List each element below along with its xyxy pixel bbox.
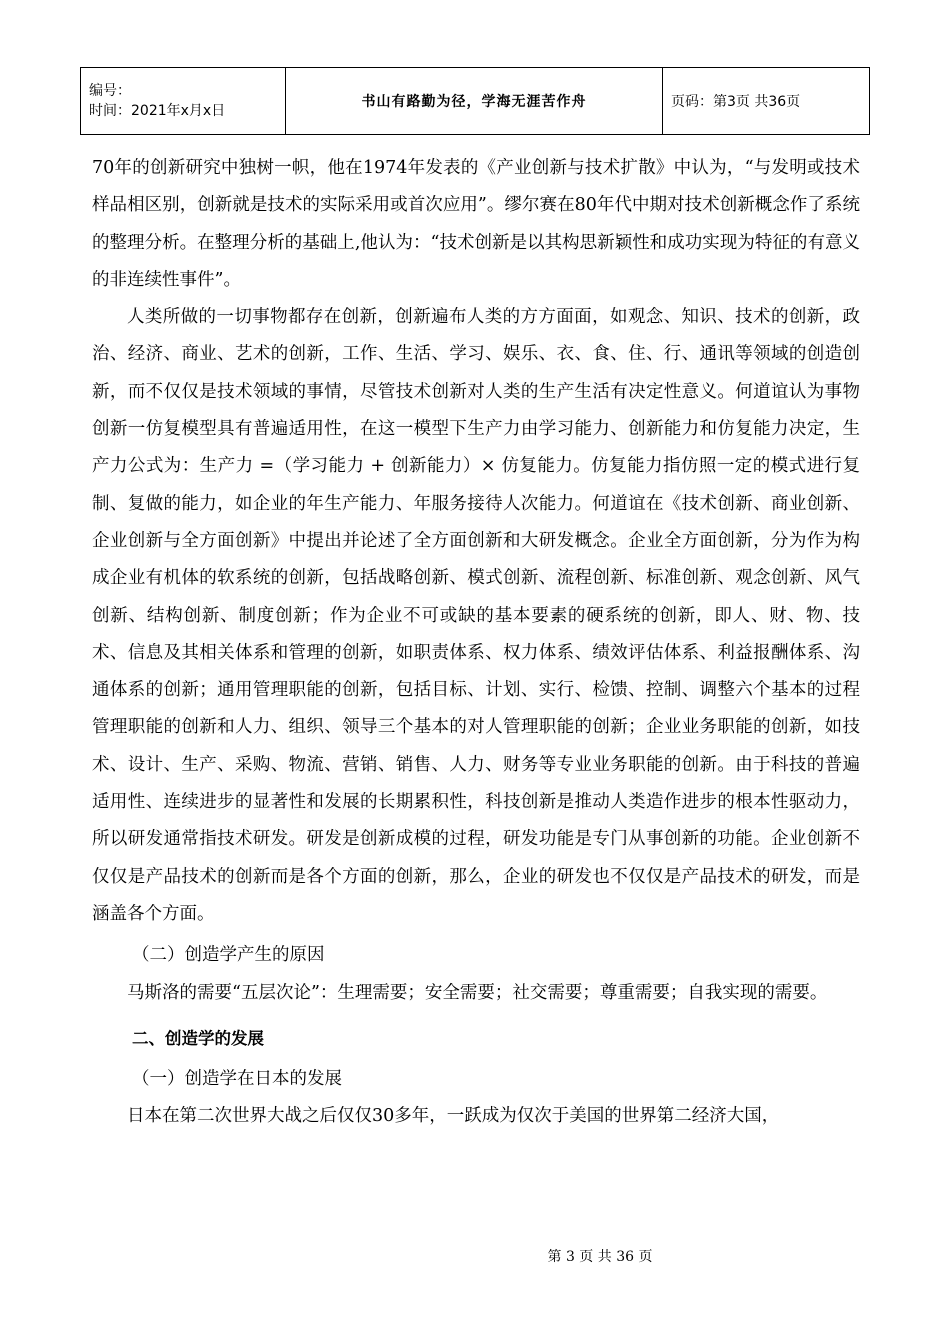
footer-page-number: 第 3 页 共 36 页 — [547, 1249, 653, 1265]
body-paragraph: 马斯洛的需要“五层次论”：生理需要；安全需要；社交需要；尊重需要；自我实现的需要。 — [127, 982, 828, 1003]
body-paragraph: 人类所做的一切事物都存在创新，创新遍布人类的方方面面，如观念、知识、技术的创新，政治、经济、商业、艺术的创新，工作、生活、学习、娱乐、衣、食、住、行、通讯等领域的创造创新，而不仅仅是技术领域的事情，尽管技术创新对人类的生产生活有决定性意义。何道谊认为事物创新一仿复模型具有普遍适用性，在这一模型下生产力由学习能力、创新能力和仿复能力决定，生产力公式为：生产力 =（学习能力 + 创新能力）× 仿复能力。仿复能力指仿照一定的模式进行复制、复做的能力，如企业的年生产能力、年服务接待人次能力。何道谊在《技术创新、商业创新、企业创新与全方面创新》中提出并论述了全方面创新和大研发概念。企业全方面创新，分为作为构成企业有机体的软系统的创新，包括战略创新、模式创新、流程创新、标准创新、观念创新、风气创新、结构创新、制度创新；作为企业不可或缺的基本要素的硬系统的创新，即人、财、物、技术、信息及其相关体系和管理的创新，如职责体系、权力体系、绩效评估体系、利益报酬体系、沟通体系的创新；通用管理职能的创新，包括目标、计划、实行、检馈、控制、调整六个基本的过程管理职能的创新和人力、组织、领导三个基本的对人管理职能的创新；企业业务职能的创新，如技术、设计、生产、采购、物流、营销、销售、人力、财务等专业业务职能的创新。由于科技的普遍适用性、连续进步的显著性和发展的长期累积性，科技创新是推动人类造作进步的根本性驱动力，所以研发通常指技术研发。研发是创新成模的过程，研发功能是专门从事创新的功能。企业创新不仅仅是产品技术的创新而是各个方面的创新，那么，企业的研发也不仅仅是产品技术的研发，而是涵盖各个方面。 — [92, 307, 860, 924]
subsection-title: （一）创造学在日本的发展 — [132, 1069, 342, 1090]
header-left-cell — [81, 68, 286, 135]
page-footer — [0, 1246, 950, 1266]
body-paragraph: 日本在第二次世界大战之后仅仅30多年，一跃成为仅次于美国的世界第二经济大国， — [127, 1106, 780, 1127]
header-table — [80, 67, 870, 135]
header-motto: 书山有路勤为径，学海无涯苦作舟 — [286, 68, 663, 135]
document-number-label: 编号： — [89, 83, 131, 99]
subsection-title: （二）创造学产生的原因 — [132, 945, 325, 966]
document-date-label: 时间：2021年x月x日 — [89, 103, 226, 119]
body-paragraph: 70年的创新研究中独树一帜，他在1974年发表的《产业创新与技术扩散》中认为，“与发明或技术样品相区别，创新就是技术的实际采用或首次应用”。缪尔赛在80年代中期对技术创新概念作了系统的整理分析。在整理分析的基础上,他认为：“技术创新是以其构思新颖性和成功实现为特征的有意义的非连续性事件”。 — [92, 158, 860, 290]
section-heading: 二、创造学的发展 — [132, 1028, 264, 1048]
header-page-info: 页码：第3页 共36页 — [663, 68, 870, 135]
document-body — [92, 150, 860, 1136]
